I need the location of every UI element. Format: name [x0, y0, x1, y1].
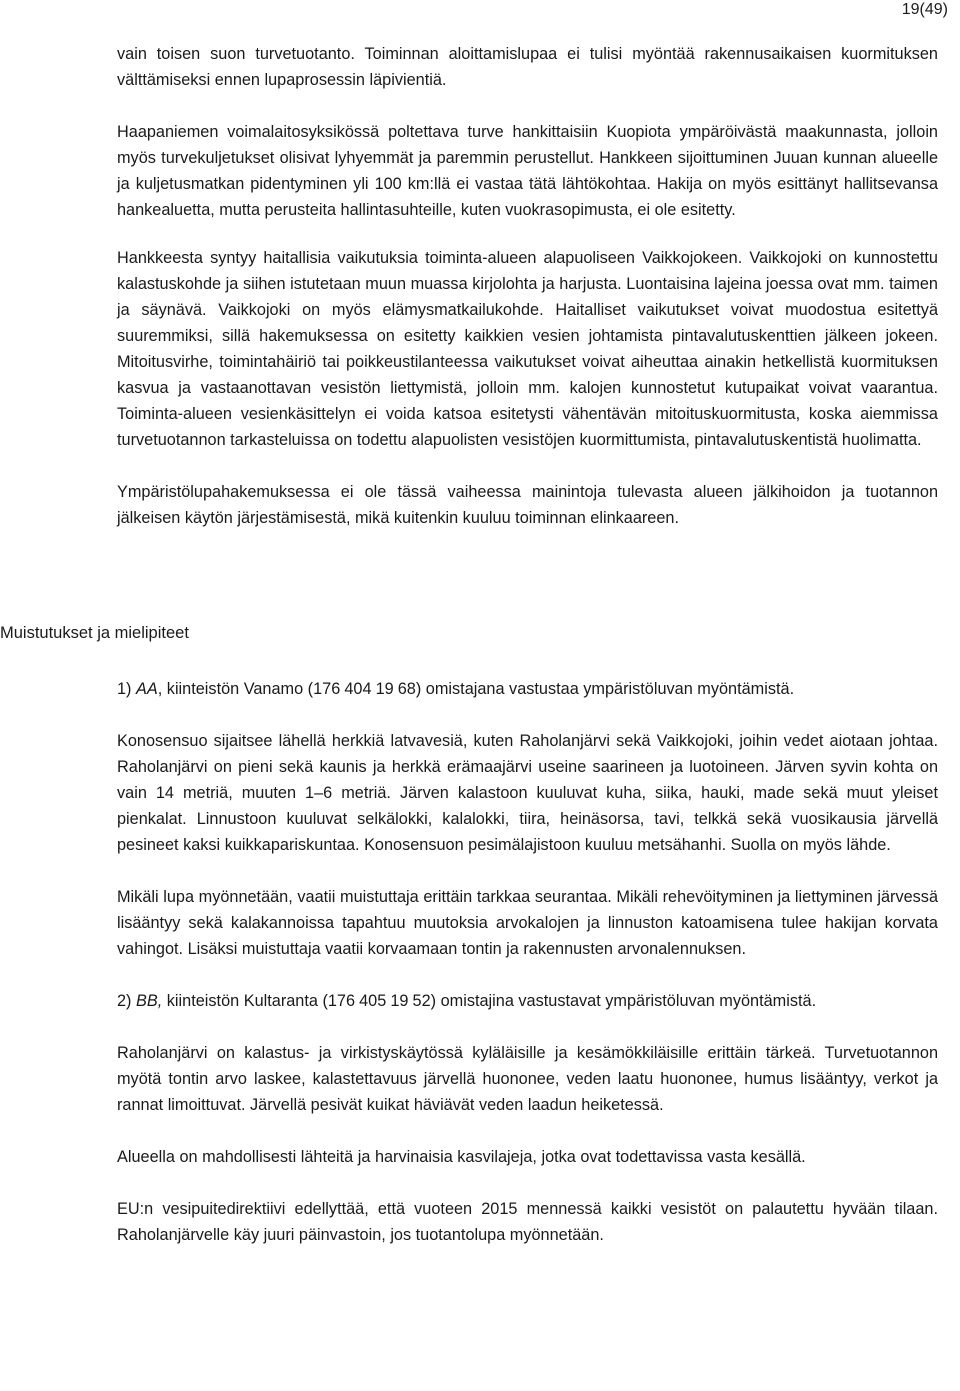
paragraph: Raholanjärvi on kalastus- ja virkistyskäytössä kyläläisille ja kesämökkiläisille erittäin tärkeä. Turvetuotannon myötä tontin arvo laskee, kalastettavuus järvellä huononee, veden laatu huononee, humus lisääntyy, verkot ja rannat limoittuvat. Järvellä pesivät kuikat häviävät veden laadun heiketessä.: [117, 1044, 938, 1114]
opinions-block: [117, 676, 938, 1248]
paragraph: vain toisen suon turvetuotanto. Toiminnan aloittamislupaa ei tulisi myöntää rakennusaikaisen kuormituksen välttämiseksi ennen lupaprosessin läpivientiä.: [117, 45, 938, 89]
paragraph: EU:n vesipuitedirektiivi edellyttää, että vuoteen 2015 mennessä kaikki vesistöt on palautettu hyvään tilaan. Raholanjärvelle käy juuri päinvastoin, jos tuotantolupa myönnetään.: [117, 1200, 938, 1244]
opinion-text: kiinteistön Kultaranta (176 405 19 52) omistajina vastustavat ympäristöluvan myöntämistä.: [162, 992, 817, 1010]
opinion-text: , kiinteistön Vanamo (176 404 19 68) omistajana vastustaa ympäristöluvan myöntämistä.: [157, 680, 795, 698]
main-text-block-top: [117, 41, 938, 531]
paragraph: Haapaniemen voimalaitosyksikössä poltettava turve hankittaisiin Kuopiota ympäröivästä maakunnasta, jolloin myös turvekuljetukset olisivat lyhyemmät ja paremmin perustellut. Hankkeen sijoittuminen Juuan kunnan alueelle ja kuljetusmatkan pidentyminen yli 100 km:llä ei vastaa tätä lähtökohtaa. Hakija on myös esittänyt hallitsevansa hankealuetta, mutta perusteita hallintasuhteille, kuten vuokrasopimusta, ei ole esitetty.: [117, 123, 938, 219]
paragraph: Ympäristölupahakemuksessa ei ole tässä vaiheessa mainintoja tulevasta alueen jälkihoidon ja tuotannon jälkeisen käytön järjestämisestä, mikä kuitenkin kuuluu toiminnan elinkaareen.: [117, 483, 938, 527]
opinion-name: BB,: [136, 992, 163, 1010]
opinion-2-heading: [117, 988, 938, 1014]
paragraph: Konosensuo sijaitsee lähellä herkkiä latvavesiä, kuten Raholanjärvi sekä Vaikkojoki, joihin vedet aiotaan johtaa. Raholanjärvi on pieni sekä kaunis ja herkkä erämaajärvi useine saarineen ja luotoineen. Järven syvin kohta on vain 14 metriä, muuten 1–6 metriä. Järven kalastoon kuuluvat kuha, siika, hauki, made sekä muut yleiset pienkalat. Linnustoon kuuluvat selkälokki, kalalokki, tiira, heinäsorsa, tavi, telkkä sekä vuosikausia järvellä pesineet kaksi kuikkapariskuntaa. Konosensuon pesimälajistoon kuuluu metsähanhi. Suolla on myös lähde.: [117, 732, 938, 854]
paragraph: Hankkeesta syntyy haitallisia vaikutuksia toiminta-alueen alapuoliseen Vaikkojokeen. Vaikkojoki on kunnostettu kalastuskohde ja siihen istutetaan muun muassa kirjolohta ja harjusta. Luontaisina lajeina joessa ovat mm. taimen ja säynävä. Vaikkojoki on myös elämysmatkailukohde. Haitalliset vaikutukset voivat muodostua esitettyä suuremmiksi, sillä hakemuksessa on esitetty kaikkien vesien johtamista pintavalutuskenttien jälkeen jokeen. Mitoitusvirhe, toimintahäiriö tai poikkeustilanteessa vaikutukset voivat aiheuttaa ainakin hetkellistä kuormituksen kasvua ja vastaanottavan vesistön liettymistä, jolloin mm. kalojen kunnostetut kutupaikat voivat vaarantua. Toiminta-alueen vesienkäsittelyn ei voida katsoa esitetysti vähentävän mitoituskuormitusta, koska aiemmissa turvetuotannon tarkasteluissa on todettu alapuolisten vesistöjen kuormittumista, pintavalutuskentistä huolimatta.: [117, 249, 938, 449]
opinion-1-heading: [117, 676, 938, 702]
opinion-prefix: 2): [117, 992, 137, 1010]
section-heading: Muistutukset ja mielipiteet: [0, 624, 189, 642]
paragraph: Mikäli lupa myönnetään, vaatii muistuttaja erittäin tarkkaa seurantaa. Mikäli rehevöityminen ja liettyminen järvessä lisääntyy sekä kalakannoissa tapahtuu muutoksia arvokalojen ja linnuston katoamisena tulee hakijan korvata vahingot. Lisäksi muistuttaja vaatii korvaamaan tontin ja rakennusten arvonalennuksen.: [117, 888, 938, 958]
opinion-name: AA: [136, 680, 158, 698]
page-number: 19(49): [901, 1, 948, 18]
paragraph: Alueella on mahdollisesti lähteitä ja harvinaisia kasvilajeja, jotka ovat todettavissa vasta kesällä.: [117, 1148, 806, 1166]
opinion-prefix: 1): [117, 680, 137, 698]
